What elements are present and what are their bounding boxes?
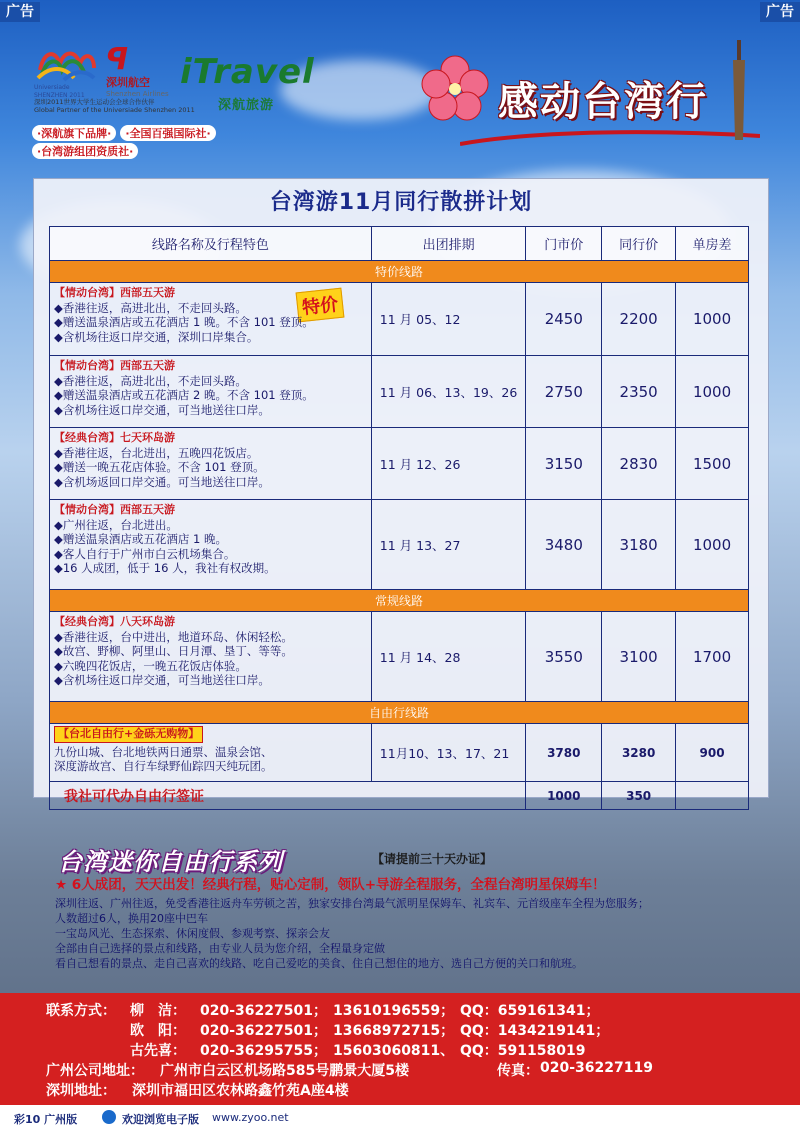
dates-cell: 11 月 14、28	[371, 612, 526, 702]
swoosh-icon	[460, 128, 760, 148]
col-single: 单房差	[676, 227, 749, 261]
col-trade: 同行价	[602, 227, 676, 261]
trade-cell: 3280	[602, 724, 676, 782]
route-title: 【情动台湾】西部五天游	[54, 286, 175, 299]
brand-bullet: ·全国百强国际社·	[120, 125, 215, 141]
route-cell	[50, 724, 372, 782]
gz-label: 广州公司地址：	[46, 1063, 144, 1079]
visa-empty	[676, 782, 749, 810]
contact-name: 柳 洁：	[130, 1003, 186, 1019]
brand-bullet: ·台湾游组团资质社·	[32, 143, 138, 159]
contact-mobile: 13668972715；	[333, 1023, 455, 1039]
route-line: ◆赠送温泉酒店或五花酒店 1 晚。	[54, 532, 227, 546]
mini-line: 全部由自己选择的景点和线路，由专业人员为您介绍，全程量身定做	[55, 942, 385, 955]
route-title: 【经典台湾】八天环岛游	[54, 615, 175, 628]
contact-mobile: 15603060811、	[333, 1043, 455, 1059]
mini-headline: ★ 6人成团，天天出发！经典行程，贴心定制，领队+导游全程服务，全程台湾明星保姆车！	[55, 877, 606, 893]
retail-cell: 2450	[526, 283, 602, 356]
route-line: ◆16 人成团，低于 16 人，我社有权改期。	[54, 561, 276, 575]
route-line: ◆含机场往返口岸交通，可当地送往口岸。	[54, 673, 270, 687]
single-cell: 1000	[676, 283, 749, 356]
single-cell: 1000	[676, 356, 749, 428]
trade-cell: 2200	[602, 283, 676, 356]
route-line: ◆香港往返，高进北出，不走回头路。	[54, 373, 247, 388]
visa-retail: 1000	[526, 782, 602, 810]
partner-line-1: 深圳2011世界大学生运动会全球合作伙伴	[34, 98, 155, 106]
page-number: 彩10 广州版	[14, 1113, 78, 1126]
plum-blossom-icon	[420, 54, 490, 124]
trade-cell: 2830	[602, 428, 676, 500]
route-title: 【情动台湾】西部五天游	[54, 503, 175, 516]
footer-welcome: 欢迎浏览电子版	[122, 1113, 199, 1126]
contact-name: 欧 阳：	[130, 1023, 186, 1039]
mini-series-note: 【请提前三十天办证】	[372, 852, 493, 866]
contact-bar	[0, 993, 800, 1105]
contact-qq: QQ：659161341；	[460, 1003, 600, 1019]
route-line: ◆赠送温泉酒店或五花酒店 1 晚。不含 101 登顶。	[54, 315, 314, 329]
col-dates: 出团排期	[371, 227, 526, 261]
plan-panel	[33, 178, 769, 805]
footer	[0, 1105, 800, 1130]
airline-name: 深圳航空	[106, 76, 150, 89]
table-header-row	[50, 227, 749, 261]
trade-cell: 2350	[602, 356, 676, 428]
mini-series-title: 台湾迷你自由行系列	[58, 848, 283, 876]
banner	[420, 40, 760, 150]
header	[0, 0, 800, 158]
ad-label-right: 广告	[760, 2, 800, 22]
universiade-logo-icon	[34, 44, 98, 84]
col-retail: 门市价	[526, 227, 602, 261]
section-row	[50, 261, 749, 283]
mini-line: 看自己想看的景点、走自己喜欢的线路、吃自己爱吃的美食、住自己想住的地方、选自己方便的关口和航班。	[55, 957, 583, 970]
itravel-sub: 深航旅游	[218, 98, 275, 113]
special-badge: 特价	[296, 288, 345, 323]
table-row	[50, 428, 749, 500]
route-line: ◆香港往返，高进北出，不走回头路。	[54, 300, 247, 315]
route-line: ◆香港往返，台北进出，五晚四花饭店。	[54, 445, 259, 460]
route-cell	[50, 612, 372, 702]
dates-cell: 11 月 06、13、19、26	[371, 356, 526, 428]
route-line: ◆六晚四花饭店，一晚五花饭店体验。	[54, 658, 247, 673]
mini-line: 深圳往返、广州往返，免受香港往返舟车劳顿之苦，独家安排台湾最气派明星保姆车、礼宾车、元首级座车全程为您服务；	[55, 897, 649, 910]
contact-name: 古先喜：	[130, 1043, 186, 1059]
retail-cell: 3780	[526, 724, 602, 782]
route-cell	[50, 356, 372, 428]
banner-title: 感动台湾行	[498, 78, 708, 125]
route-line: ◆香港往返，台中进出，地道环岛、休闲轻松。	[54, 629, 293, 644]
airline-mark-icon: ꟼ	[106, 42, 128, 77]
section-row	[50, 590, 749, 612]
plan-title: 台湾游11月同行散拼计划	[269, 190, 533, 215]
sz-address: 深圳市福田区农林路鑫竹苑A座4楼	[132, 1083, 349, 1099]
trade-cell: 3180	[602, 500, 676, 590]
contact-mobile: 13610196559；	[333, 1003, 455, 1019]
brand-bullets	[30, 124, 218, 160]
dates-cell: 11 月 13、27	[371, 500, 526, 590]
footer-url[interactable]: www.zyoo.net	[212, 1111, 289, 1124]
route-line: 九份山城、台北地铁两日通票、温泉会馆、	[54, 744, 273, 759]
airline-en: Shenzhen Airlines	[106, 90, 169, 98]
route-cell	[50, 500, 372, 590]
trade-cell: 3100	[602, 612, 676, 702]
partner-line-2: Global Partner of the Universiade Shenzhen 2011	[34, 106, 195, 114]
route-line: ◆广州往返，台北进出。	[54, 517, 178, 532]
fax-number: 020-36227119	[540, 1060, 653, 1076]
contact-qq: QQ：1434219141；	[460, 1023, 610, 1039]
brand-bullet: ·深航旗下品牌·	[32, 125, 116, 141]
section-row	[50, 702, 749, 724]
table-row	[50, 500, 749, 590]
dates-cell: 11 月 05、12	[371, 283, 526, 356]
visa-row	[50, 782, 749, 810]
contact-label: 联系方式：	[46, 1003, 116, 1019]
route-line: ◆赠送温泉酒店或五花酒店 2 晚。不含 101 登顶。	[54, 388, 314, 402]
visa-trade: 350	[602, 782, 676, 810]
globe-icon	[102, 1110, 116, 1124]
route-line: ◆含机场往返口岸交通，深圳口岸集合。	[54, 329, 259, 344]
route-line: 深度游故宫、自行车绿野仙踪四天纯玩团。	[54, 759, 273, 773]
contact-tel: 020-36295755；	[200, 1043, 327, 1059]
free-route-title: 【台北自由行+金砾无购物】	[54, 726, 203, 743]
itravel-wordmark: iTravel	[180, 52, 315, 92]
dates-cell: 11 月 12、26	[371, 428, 526, 500]
visa-label: 我社可代办自由行签证	[50, 782, 526, 810]
route-line: ◆含机场往返口岸交通，可当地送往口岸。	[54, 402, 270, 417]
plan-table	[49, 226, 749, 810]
route-line: ◆含机场返回口岸交通。可当地送往口岸。	[54, 474, 270, 489]
route-line: ◆客人自行于广州市白云机场集合。	[54, 546, 236, 561]
single-cell: 1500	[676, 428, 749, 500]
mini-line: 人数超过6人，换用20座中巴车	[55, 912, 208, 925]
retail-cell: 3480	[526, 500, 602, 590]
route-line: ◆赠送一晚五花店体验。不含 101 登顶。	[54, 460, 265, 474]
fax-label: 传真：	[497, 1063, 539, 1079]
contact-tel: 020-36227501；	[200, 1003, 327, 1019]
itravel-logo	[180, 52, 315, 113]
dates-cell: 11月10、13、17、21	[371, 724, 526, 782]
table-row	[50, 612, 749, 702]
taipei-101-icon	[730, 40, 748, 140]
route-cell	[50, 283, 372, 356]
route-cell	[50, 428, 372, 500]
single-cell: 1700	[676, 612, 749, 702]
mini-line: 一宝岛风光、生态探索、休闲度假、参观考察、探亲会友	[55, 927, 330, 940]
col-route: 线路名称及行程特色	[50, 227, 372, 261]
route-line: ◆故宫、野柳、阿里山、日月潭、垦丁、等等。	[54, 644, 293, 658]
contact-qq: QQ：591158019	[460, 1043, 586, 1059]
mini-series-info	[55, 878, 765, 971]
sz-label: 深圳地址：	[46, 1083, 116, 1099]
single-cell: 900	[676, 724, 749, 782]
univ-text: Universiade SHENZHEN 2011	[34, 84, 85, 99]
table-row	[50, 724, 749, 782]
shenzhen-airlines-logo	[106, 42, 169, 98]
section-regular: 常规线路	[50, 590, 749, 612]
ad-label-left: 广告	[0, 2, 40, 22]
retail-cell: 3550	[526, 612, 602, 702]
section-special: 特价线路	[50, 261, 749, 283]
retail-cell: 3150	[526, 428, 602, 500]
retail-cell: 2750	[526, 356, 602, 428]
table-row	[50, 283, 749, 356]
table-row	[50, 356, 749, 428]
contact-tel: 020-36227501；	[200, 1023, 327, 1039]
section-free: 自由行线路	[50, 702, 749, 724]
gz-address: 广州市白云区机场路585号鹏景大厦5楼	[160, 1063, 409, 1079]
route-title: 【情动台湾】西部五天游	[54, 359, 175, 372]
route-title: 【经典台湾】七天环岛游	[54, 431, 175, 444]
single-cell: 1000	[676, 500, 749, 590]
